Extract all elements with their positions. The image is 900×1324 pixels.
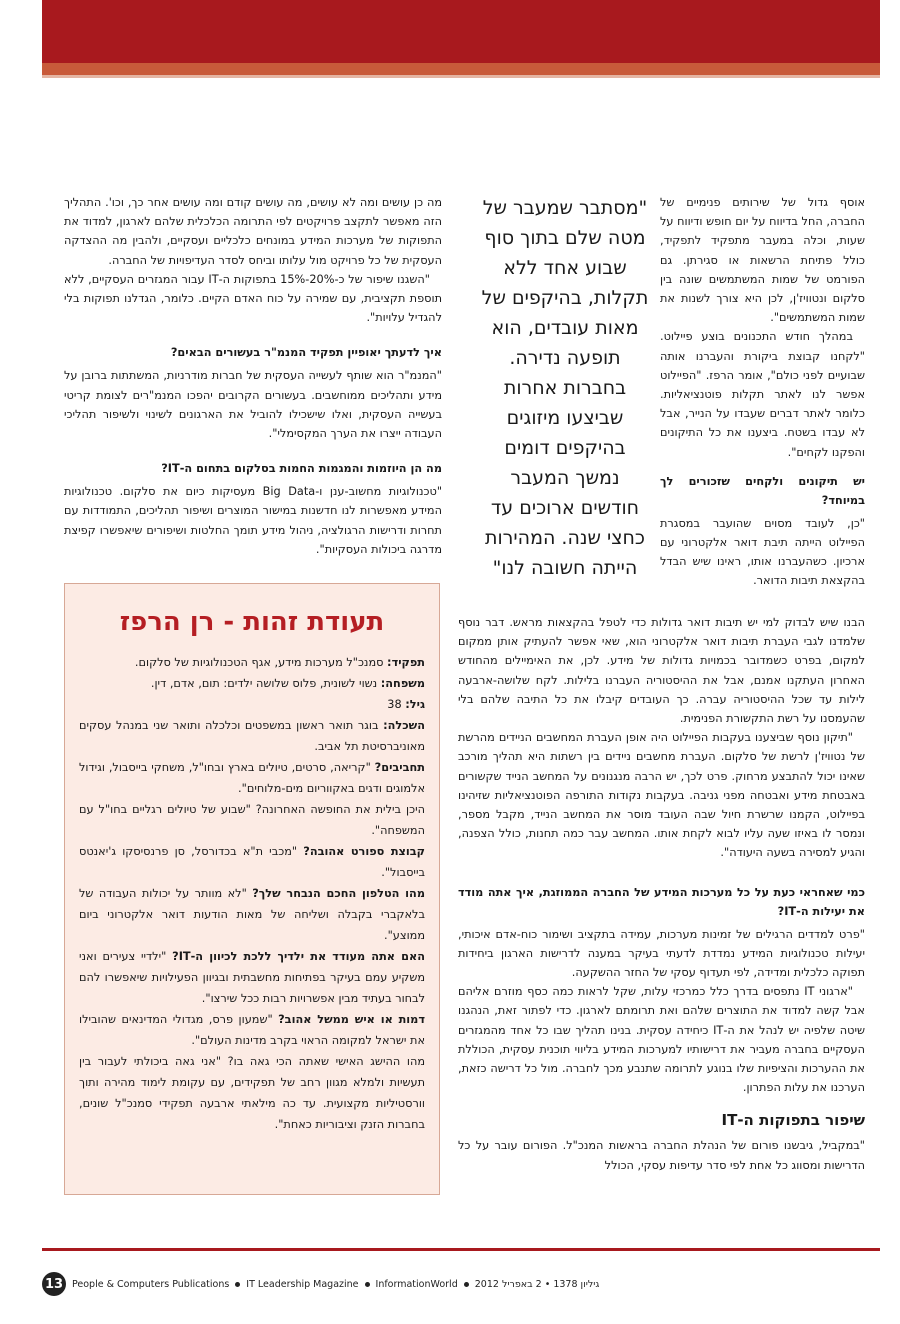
paragraph: "כן, לעובד מסוים שהועבר במסגרת הפיילוט הייתה תיבת דואר אלקטרוני עם ארכיון. כשהעברנו אותו, ראינו שיש הבדל בהקצאת תיבות הדואר. <box>660 516 865 588</box>
separator-dot-icon <box>365 1282 370 1287</box>
id-card-row <box>79 652 425 673</box>
id-card-row-label: גיל: <box>405 698 425 711</box>
id-card-row-label: קבוצת ספורט אהובה? <box>303 845 426 858</box>
id-card-row-text: 38 <box>387 698 406 711</box>
middle-column <box>458 613 865 1175</box>
id-card-row-text: בוגר תואר ראשון במשפטים וכלכלה ותואר שני במנהל עסקים מאוניברסיטת תל אביב. <box>79 719 425 753</box>
id-card-row-text: "ילדיי צעירים ואני משקיע עמם בעיקר בפתיחות מחשבתית ובגיוון הפעילויות שיאפשרו להם לבחור בעתיד מבין אפשרויות רבות ככל שירצו". <box>79 950 425 1005</box>
id-card-row-text: "קריאה, סרטים, טיולים בארץ ובחו"ל, משחקי בייסבול, וגידול אלמוגים ודגים באקווריום מים-מלוחים". <box>79 761 425 795</box>
id-card-row-label: דמות או איש ממשל אהוב? <box>278 1013 426 1026</box>
page-number: 13 <box>42 1272 66 1296</box>
magazine-name: IT Leadership Magazine <box>246 1278 359 1290</box>
id-card-rows <box>79 652 425 1135</box>
pull-quote: "מסתבר שמעבר של מטה שלם בתוך סוף שבוע אחד ללא תקלות, בהיקפים של מאות עובדים, הוא תופעה נדירה. בחברות אחרות שביצעו מיזוגים בהיקפים דומים נמשך המעבר חודשים ארוכים עד כחצי שנה. המהירות הייתה חשובה לנו" <box>481 197 649 579</box>
id-card-row-label: תפקיד: <box>387 656 425 669</box>
id-card-row <box>79 694 425 715</box>
left-column <box>64 193 442 559</box>
paragraph: "טכנולוגיות מחשוב-ענן ו-Big Data מעסיקות כיום את סלקום. טכנולוגיות המידע מאפשרות לנו חדשנות במישור המוצרים ושיפור תהליכים, התמודדות עם תחרות ודרישות הרגולציה, ניהול מידע תומך החלטות ושיפורים שיאפשרו קפיצת מדרגה ביכולות העסקיות". <box>64 485 443 556</box>
id-card-row-label: האם אתה מעודד את ילדיך ללכת לכיוון ה-IT? <box>172 950 425 963</box>
paragraph: "המנמ"ר הוא שותף לעשייה העסקית של חברות מודרניות, המשתתות ברובן על מידע ותהליכים ממוחשבים. בעשורים הקרובים יהפכו המנמ"רים לצומת קריטי בעשייה העסקית, ואלו שישכילו להוביל את הארגונים לשינוי ולשיפור תהליכי העבודה ייצרו את הערך המקסימלי". <box>64 369 442 441</box>
id-card-row-text: "שמעון פרס, מגדולי המדינאים שהובילו את ישראל למקומה הראוי בקרב מדינות העולם". <box>79 1013 425 1047</box>
question-heading: איך לדעתך יאופיין תפקיד המנמ"ר בעשורים הבאים? <box>170 346 442 360</box>
id-card-row <box>79 1051 425 1135</box>
id-card-row-text: מהו ההישג האישי שאתה הכי גאה בו? "אני גאה ביכולתי לעבור בין תעשיות ולמלא מגוון רחב של תפקידים, עם עקומת לימוד מהירה ותוך וורסטיליות מקצועית. עד כה מילאתי ארבעה תפקידי סמנכ"ל שונים, בחברות הזנק וציבוריות כאחת". <box>79 1055 425 1131</box>
question-heading: מה הן היוזמות והמגמות החמות בסלקום בתחום ה-IT? <box>161 462 442 476</box>
id-card-row <box>79 946 425 1009</box>
id-card-row <box>79 841 425 883</box>
page-footer <box>42 1272 599 1296</box>
paragraph: אוסף גדול של שירותים פנימיים של החברה, החל בדיווח על יום חופש ודיווח על שעות, וכלה במעבר מתפקיד לתפקיד, כולל פתיחת הרשאות או סגירתן. גם הפורמט של שמות המשתמשים שונה בין סלקום ונטוויז'ן, לכן היא צורך לשנות את שמות המשתמשים". <box>660 196 865 325</box>
id-card-row <box>79 799 425 841</box>
question-heading: יש תיקונים ולקחים שזכורים לך במיוחד? <box>660 474 865 507</box>
separator-dot-icon <box>464 1282 469 1287</box>
id-card-title: תעודת זהות - רן הרפז <box>119 607 385 637</box>
id-card-row-label: השכלה: <box>383 719 425 732</box>
top-banner-strip <box>42 63 880 75</box>
id-card-row-label: תחביבים? <box>374 761 425 774</box>
top-banner-accent <box>42 75 880 78</box>
id-card-row <box>79 715 425 757</box>
paragraph: מה כן עושים ומה לא עושים, מה עושים קודם ומה עושים אחר כך, וכו'. התהליך הזה מאפשר לתקצב פרויקטים לפי התרומה הכלכלית שלהם לארגון, למדוד את התפוקות של מערכות המידע במונחים כלכליים ועסקיים, ולהבין מה ההצדקה העסקית של כל פרויקט מול עלותו וביחס לסדר העדיפויות של החברה. <box>64 196 442 267</box>
right-column <box>660 193 865 591</box>
paragraph: "ארגוני IT נתפסים בדרך כלל כמרכזי עלות, שקל לראות כמה כסף מוזרם אליהם אבל קשה למדוד את התוצרים שלהם ואת תרומתם לארגון. כדי לפתור זאת, הנהגנו שיטה שלפיה יש לנהל את ה-IT כיחידה עסקית. בנינו תהליך שבו כל אחד מהמגזרים העסקיים בחברה מעביר את דרישותיו למערכות המידע בליווי תוכנית עסקית, הכוללת את ההערכות והציפיות שלו בנוגע לתרומה שתנבע מכך לחברה. מול כל דרישה כזאת, הערכנו את עלות הפתרון. <box>458 985 865 1095</box>
section-subheading: שיפור בתפוקות ה-IT <box>721 1111 865 1130</box>
id-card-row <box>79 757 425 799</box>
paragraph: "תיקון נוסף שביצענו בעקבות הפיילוט היה אופן העברת המחשבים הניידים מהרשת של נטוויז'ן לרשת של סלקום. העברת מחשבים ניידים בין רשתות היא תהליך מורכב שאינו יכול להתבצע מרחוק. פרט לכך, יש הרבה מנגנונים על המחשב הנייד שקשורים באבטחת מידע ואבטחה מפני גניבה. בעקבות נקודות התורפה הפוטנציאליות שזיהינו בפיילוט, הקמנו שרשרת חיול שבה העובד מוסר את המחשב הנייד, מקבל מספר, ונמסר לו באיזו שעה עליו לבוא לקחת אותו. המחשב עבר כמה תחנות, כולל הצפנה, והגיע למסירה בשעה היעודה". <box>458 731 865 860</box>
question-heading: כמי שאחראי כעת על כל מערכות המידע של החברה הממוזגת, איך אתה מודד את יעילות ה-IT? <box>458 885 865 918</box>
id-card-row-text: היכן בילית את החופשה האחרונה? "שבוע של טיולים רגליים בחו"ל עם המשפחה". <box>79 803 425 837</box>
separator-dot-icon <box>235 1282 240 1287</box>
id-card-box <box>64 583 440 1195</box>
id-card-row <box>79 1009 425 1051</box>
id-card-row-text: סמנכ"ל מערכות מידע, אגף הטכנולוגיות של סלקום. <box>134 656 388 669</box>
issue-info: גיליון 1378 • 2 באפריל 2012 <box>474 1278 600 1290</box>
id-card-row <box>79 673 425 694</box>
id-card-row-label: מהו הטלפון החכם הנבחר שלך? <box>252 887 425 900</box>
id-card-row <box>79 883 425 946</box>
publisher-name: People & Computers Publications <box>72 1278 230 1290</box>
id-card-row-label: משפחה: <box>380 677 425 690</box>
site-name: InformationWorld <box>375 1278 458 1290</box>
id-card-row-text: "לא מוותר על יכולות העבודה של בלאקברי בקבלה ושליחה של מאות הודעות דואר אלקטרוני ביום ממוצע". <box>79 887 425 942</box>
paragraph: במהלך חודש התכנונים בוצע פיילוט. "לקחנו קבוצת ביקורת והעברנו אותה שבועיים לפני כולם", אומר הרפז. "הפיילוט אפשר לנו לאתר תקלות פוטנציאליות. כלומר לאתר דברים שעבדו על הנייר, אבל לא עבדו בשטח. ביצענו את כל התיקונים והפקנו לקחים". <box>660 330 865 459</box>
paragraph: "במקביל, גיבשנו פורום של הנהלת החברה בראשות המנכ"ל. הפורום עובר על כל הדרישות ומסווג כל אחת לפי סדר עדיפות עסקי, הכולל <box>458 1139 865 1172</box>
id-card-row-text: "מכבי ת"א בכדורסל, סן פרנסיסקו ג'יאנטס בייסבול". <box>79 845 425 879</box>
paragraph: "פרט למדדים הרגילים של זמינות מערכות, עמידה בתקציב ושימור כוח-אדם איכותי, יעילות טכנולוגיות המידע נמדדת לדעתי בעיקר במענה לדרישות הארגון ביחידות תפוקה כלכלית ומדידה, לפי תעדוף עסקי של החזר ההשקעה. <box>458 927 865 980</box>
paragraph: הבנו שיש לבדוק למי יש תיבות דואר גדולות כדי לטפל בהקצאות מראש. דבר נוסף שלמדנו לגבי העברת תיבות דואר אלקטרוני הוא, שאי אפשר להעתיק אותן ממקום למקום, בפרט כשמדובר בכמויות גדולות של מידע. לכן, את האימיילים מהחודש האחרון העתקנו אמנם, אבל את ההיסטוריה העברנו בלילות. לקח שלושה-ארבעה לילות עד שכל ההיסטוריה עברה. כך העובדים קיבלו את כל התיבה שלהם בלי שהעמסנו על רשת התקשורת הפנימית. <box>458 616 865 726</box>
bottom-rule <box>42 1248 880 1251</box>
top-banner <box>42 0 880 63</box>
id-card-row-text: נשוי לשונית, פלוס שלושה ילדים: תום, אדם, דין. <box>150 677 381 690</box>
paragraph: "השגנו שיפור של כ-20%-15% בתפוקות ה-IT עבור המגזרים העסקיים, ללא תוספת תקציבית, עם שמירה על כוח האדם הקיים. כלומר, הגדלנו תפוקות בלי להגדיל עלויות". <box>64 272 442 325</box>
